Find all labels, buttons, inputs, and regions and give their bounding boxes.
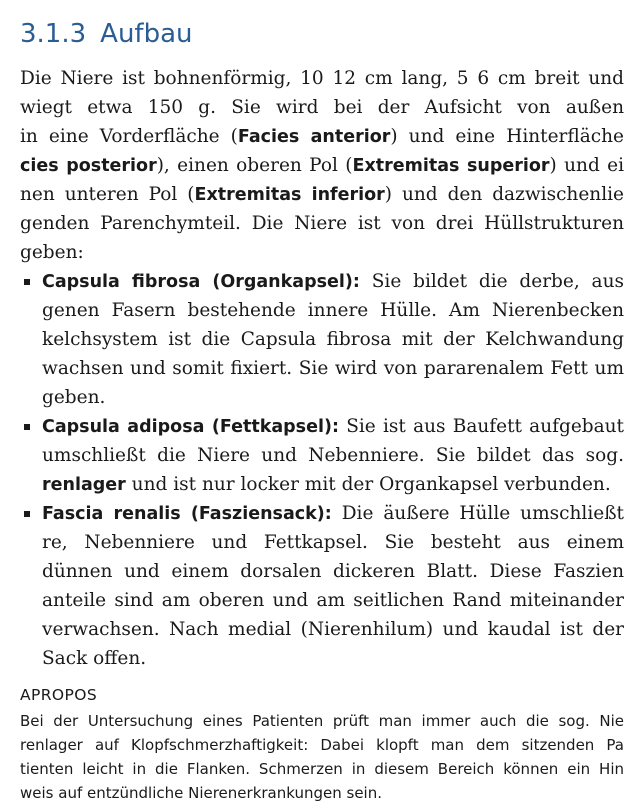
text-line (42, 354, 624, 383)
text-line (42, 296, 624, 325)
bold-term: Fascia renalis (Fasziensack): (42, 504, 332, 524)
text-line (42, 586, 624, 615)
text-run: geben: (20, 242, 84, 263)
square-bullet-icon (24, 279, 30, 285)
text-line (42, 267, 624, 296)
text-run: und ist nur locker mit der Organkapsel verbunden. (125, 474, 611, 495)
text-run: Bei der Untersuchung eines Patienten prüft man immer auch die sog. Nie (20, 712, 624, 730)
text-run: Sack offen. (42, 648, 147, 669)
section-title: Aufbau (100, 19, 193, 49)
text-run: in eine Vorderfläche ( (20, 126, 238, 147)
text-line (20, 733, 624, 757)
text-run: ), einen oberen Pol ( (156, 155, 353, 176)
text-line (42, 383, 624, 412)
text-line (20, 238, 624, 267)
list-item (20, 267, 624, 412)
text-run: Sie bildet die derbe, aus (371, 271, 624, 292)
text-line (20, 709, 624, 733)
text-line (42, 644, 624, 673)
text-run: kelchsystem ist die Capsula fibrosa mit der Kelchwandung (42, 329, 624, 350)
text-line (20, 151, 624, 180)
bold-term: Extremitas superior (352, 156, 550, 176)
bold-term: Extremitas inferior (194, 185, 385, 205)
text-line (42, 499, 624, 528)
page-content (20, 14, 624, 673)
text-run: weis auf entzündliche Nierenerkrankungen sein. (20, 784, 382, 802)
square-bullet-icon (24, 511, 30, 517)
text-line (20, 757, 624, 781)
text-line (20, 209, 624, 238)
text-run: umschließt die Niere und Nebenniere. Sie bildet das sog. (42, 445, 624, 466)
section-number: 3.1.3 (20, 19, 87, 49)
bold-term: Facies anterior (237, 127, 391, 147)
bold-term: cies posterior (20, 156, 157, 176)
text-line (42, 470, 624, 499)
envelope-list (20, 267, 624, 673)
list-item (20, 412, 624, 499)
apropos-title: APROPOS (20, 686, 98, 704)
text-run: nen unteren Pol ( (20, 184, 195, 205)
text-line (42, 528, 624, 557)
text-run: Sie ist aus Baufett aufgebaut (346, 416, 624, 437)
text-run: Die äußere Hülle umschließt (341, 503, 624, 524)
text-line (42, 441, 624, 470)
bold-term: Capsula adiposa (Fettkapsel): (42, 417, 339, 437)
text-run: genen Fasern bestehende innere Hülle. Am Nierenbecken (42, 300, 624, 321)
text-line (20, 781, 624, 805)
text-run: geben. (42, 387, 106, 408)
list-item (20, 499, 624, 673)
text-run: wachsen und somit fixiert. Sie wird von pararenalem Fett um (42, 358, 624, 379)
text-run: ) und ei (549, 155, 624, 176)
text-run: dünnen und einem dorsalen dickeren Blatt. Diese Faszien (42, 561, 624, 582)
text-line (42, 412, 624, 441)
bold-term: renlager (42, 475, 126, 495)
text-run: tienten leicht in die Flanken. Schmerzen in diesem Bereich können ein Hin (20, 760, 624, 778)
text-line (20, 180, 624, 209)
text-run: re, Nebenniere und Fettkapsel. Sie besteht aus einem (42, 532, 624, 553)
apropos-box (20, 683, 624, 805)
text-run: verwachsen. Nach medial (Nierenhilum) und kaudal ist der (42, 619, 624, 640)
text-run: anteile sind am oberen und am seitlichen Rand miteinander (42, 590, 624, 611)
text-line (42, 325, 624, 354)
text-run: genden Parenchymteil. Die Niere ist von drei Hüllstrukturen (20, 213, 624, 234)
text-line (20, 64, 624, 93)
text-run: renlager auf Klopfschmerzhaftigkeit: Dabei klopft man dem sitzenden Pa (20, 736, 624, 754)
text-line (42, 615, 624, 644)
text-line (20, 93, 624, 122)
text-line (42, 557, 624, 586)
text-run: ) und den dazwischenlie (384, 184, 624, 205)
intro-paragraph (20, 64, 624, 267)
bold-term: Capsula fibrosa (Organkapsel): (42, 272, 360, 292)
square-bullet-icon (24, 424, 30, 430)
text-run: wiegt etwa 150 g. Sie wird bei der Aufsicht von außen (20, 97, 624, 118)
section-heading (20, 14, 624, 54)
text-run: Die Niere ist bohnenförmig, 10 12 cm lang, 5 6 cm breit und (20, 68, 624, 89)
text-line (20, 122, 624, 151)
text-run: ) und eine Hinterfläche (390, 126, 624, 147)
apropos-text (20, 709, 624, 805)
